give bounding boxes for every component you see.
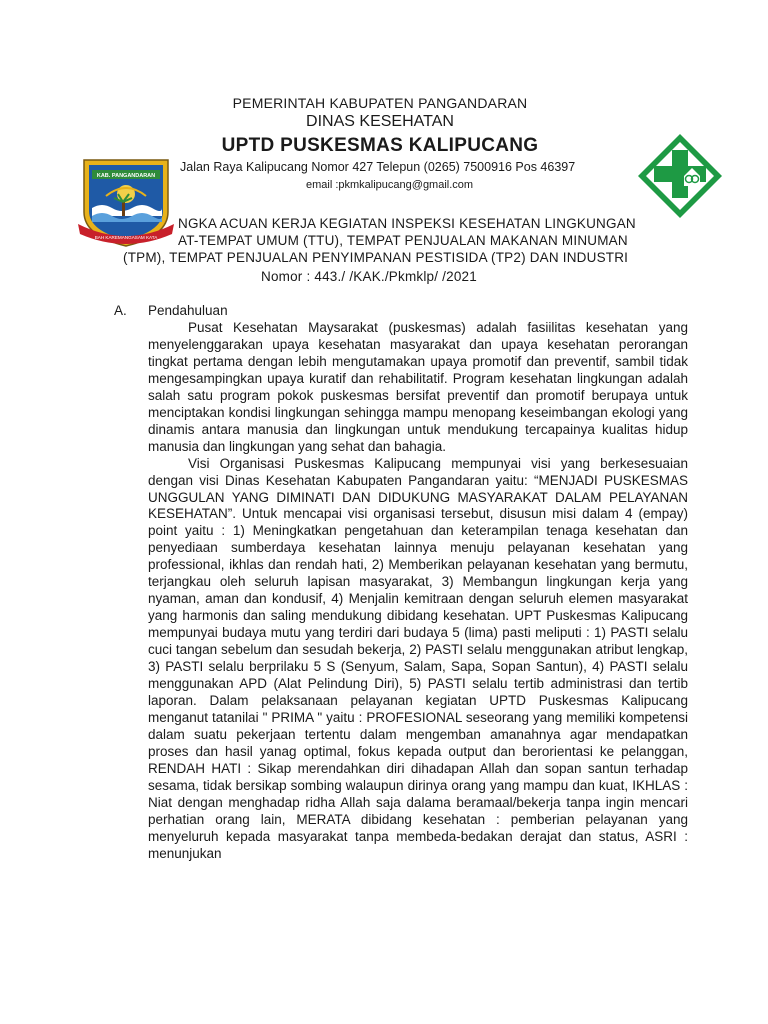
section-letter: A. xyxy=(114,303,127,318)
header-institution: UPTD PUSKESMAS KALIPUCANG xyxy=(221,135,539,156)
logo-banner-top: KAB. PANGANDARAN xyxy=(96,173,156,179)
kabupaten-pangandaran-logo xyxy=(76,150,176,250)
document-number: Nomor : 443./ /KAK./Pkmklp/ /2021 xyxy=(261,269,477,284)
document-title-line-1: NGKA ACUAN KERJA KEGIATAN INSPEKSI KESEHATAN LINGKUNGAN xyxy=(178,216,636,231)
section-title: Pendahuluan xyxy=(148,303,228,318)
logo-banner-bottom: BAH KAREMANGASAM KATA xyxy=(94,235,158,240)
header-email: email :pkmkalipucang@gmail.com xyxy=(306,179,474,191)
puskesmas-logo xyxy=(636,132,724,220)
document-title-line-3: (TPM), TEMPAT PENJUALAN PENYIMPANAN PESTISIDA (TP2) DAN INDUSTRI xyxy=(123,250,629,265)
header-government: PEMERINTAH KABUPATEN PANGANDARAN xyxy=(232,95,528,111)
header-address: Jalan Raya Kalipucang Nomor 427 Telepun (0265) 7500916 Pos 46397 xyxy=(180,160,576,174)
paragraph: Pusat Kesehatan Maysarakat (puskesmas) adalah fasiilitas kesehatan yang menyelenggarakan upaya kesehatan masyarakat dan upaya kesehatan perorangan tingkat pertama dengan lebih mengutamakan upaya promotif dan preventif, sambil tidak mengesampingkan upaya kuratif dan rehabilitatif. Program kesehatan lingkungan adalah salah satu program pokok puskesmas bersifat preventif dan promotif berupaya untuk menciptakan kondisi lingkungan sehingga mampu menopang keseimbangan ekologi yang dinamis antara manusia dan lingkungan untuk mendukung tercapainya kualitas hidup manusia dan lingkungan yang sehat dan bahagia. xyxy=(148,320,688,454)
paragraph: Visi Organisasi Puskesmas Kalipucang mempunyai visi yang berkesesuaian dengan visi Dinas Kesehatan Kabupaten Pangandaran yaitu: “MENJADI PUSKESMAS UNGGULAN YANG DIMINATI DAN DIDUKUNG MASYARAKAT DALAM PELAYANAN KESEHATAN”. Untuk mencapai visi organisasi tersebut, disusun misi dalam 4 (empay) point yaitu : 1) Meningkatkan pengetahuan dan keterampilan tenaga kesehatan dan penyediaan sumberdaya kesehatan lainnya menuju pelayanan kesehatan yang professional, ikhlas dan rendah hati, 2) Memberikan pelayanan kesehatan yang bermutu, terjangkau oleh seluruh lapisan masyarakat, 3) Membangun lingkungan kerja yang nyaman, aman dan kondusif, 4) Menjalin kemitraan dengan seluruh elemen masyarakat yang harmonis dan saling mendukung dibidang kesehatan. UPT Puskesmas Kalipucang mempunyai budaya mutu yang terdiri dari budaya 5 (lima) pasti meliputi : 1) PASTI selalu cuci tangan sebelum dan sesudah bekerja, 2) PASTI selalu menggunakan atribut lengkap, 3) PASTI selalu berprilaku 5 S (Senyum, Salam, Sapa, Sopan Santun), 4) PASTI selalu menggunakan APD (Alat Pelindung Diri), 5) PASTI selalu tertib administrasi dan tertib laporan. Dalam pelaksanaan pelayanan kegiatan UPTD Puskesmas Kalipucang menganut tatanilai " PRIMA " yaitu : PROFESIONAL seseorang yang memiliki kompetensi dalam suatu pekerjaan tertentu dalam mengemban amanahnya agar mendapatkan proses dan hasil yanag optimal, fokus kepada output dan berorientasi ke pelanggan, RENDAH HATI : Sikap merendahkan diri dihadapan Allah dan sopan santun terhadap sesama, tidak bersikap sombing walaupun dirinya orang yang mampu dan kuat, IKHLAS : Niat dengan menghadap ridha Allah saja dalama beramaal/bekerja tanpa ingin mencari perhatian orang lain, MERATA dibidang kesehatan : pemberian pelayanan yang menyeluruh kepada masyarakat tanpa membeda-bedakan derajat dan status, ASRI : menunjukan xyxy=(148,455,688,861)
header-department: DINAS KESEHATAN xyxy=(306,113,454,130)
section-body xyxy=(148,320,688,863)
document-title-line-2: AT-TEMPAT UMUM (TTU), TEMPAT PENJUALAN MAKANAN MINUMAN xyxy=(178,233,628,248)
